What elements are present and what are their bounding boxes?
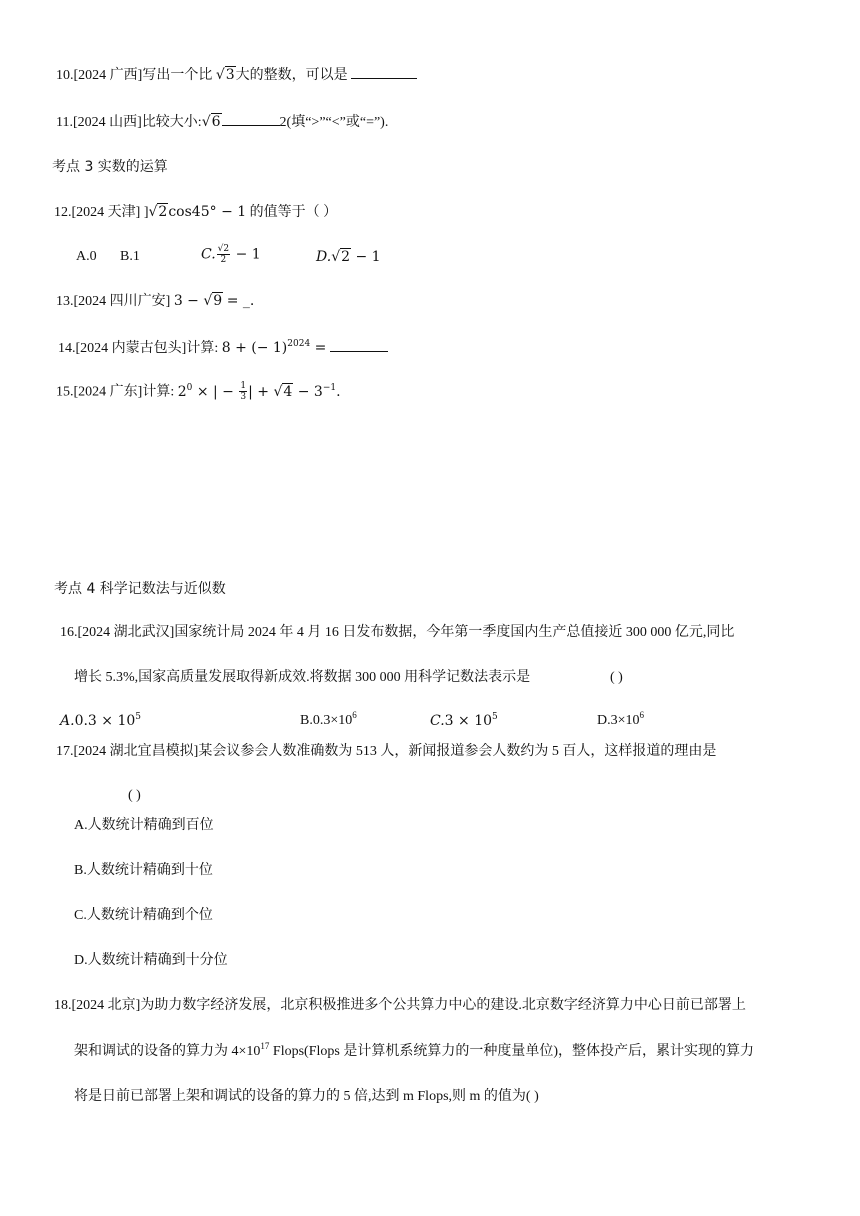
q15-number: 15. [56,384,74,400]
answer-blank[interactable] [330,337,388,352]
question-18-line-2: 架和调试的设备的算力为 $4\times 10^{17}$ Flops(Flops 是计算机系统算力的一种度量单位)，整体投产后，累计实现的算力 [74,1041,754,1059]
q16-option-b: $B.0.3\times 10^6$ [300,710,357,728]
section-heading-4: 考点 4 科学记数法与近似数 [54,581,226,597]
q12-expr-a: ] [143,205,149,220]
q16-option-a: $A.0.3 \times 10^5$ [60,712,142,729]
q14-text: 计算: [186,341,222,356]
question-12 [54,202,337,223]
question-16-line-1: 16.[2024 湖北武汉]国家统计局 2024 年 4 月 16 日发布数据，今年第一季度国内生产总值接近 300 000 亿元,同比 [60,625,735,640]
q10-source: [2024 广西] [73,68,143,83]
q17-option-c: C.人数统计精确到个位 [74,908,213,923]
q10-text-a: 写出一个比 [142,68,216,83]
answer-blank[interactable] [351,64,417,79]
q17-option-d: D.人数统计精确到十分位 [74,953,228,968]
q12-option-d: D.√2 − 1 [316,249,381,265]
q12-number: 12. [54,205,72,220]
q16-answer-parens: ( ) [610,670,623,685]
q11-text-a: 比较大小: [141,115,202,130]
q13-expr-b: = _. [226,293,255,309]
q15-text: 计算: [142,384,178,400]
sqrt-6: √6 [201,114,221,130]
question-16-line-2: 增长 5.3%,国家高质量发展取得新成效.将数据 300 000 用科学记数法表示是 [74,670,531,685]
q12-text: 的值等于（ ） [249,205,338,220]
q14-expr: 8 + (− 1)$^{2024}$ = [221,339,327,356]
question-11 [56,111,388,133]
q12-source: [2024 天津] [71,205,141,220]
q14-number: 14. [58,341,76,356]
q13-number: 13. [56,294,74,309]
q11-text-b: 2(填“>”“<”或“=”). [279,115,389,130]
q12-expr-b: cos45° − 1 [168,204,247,220]
q16-option-d: $D.3\times 10^6$ [597,710,645,728]
sqrt-9: √9 [203,293,223,309]
q17-answer-parens: ( ) [128,788,141,803]
question-10 [56,64,417,86]
q17-option-a: A.人数统计精确到百位 [74,818,214,833]
q13-expr-a: 3 − [173,293,204,309]
answer-blank[interactable] [222,111,280,126]
q14-source: [2024 内蒙古包头] [75,341,187,356]
question-17-line-1: 17.[2024 湖北宜昌模拟]某会议参会人数准确数为 513 人，新闻报道参会人数约为 5 百人，这样报道的理由是 [56,744,717,759]
q10-number: 10. [56,68,74,83]
q12-option-a: A.0 [76,249,97,264]
section-heading-3: 考点 3 实数的运算 [52,159,168,175]
question-18-line-3: 将是日前已部署上架和调试的设备的算力的 5 倍,达到 m Flops,则 m 的值为( ) [74,1089,539,1104]
question-13 [56,291,254,312]
q15-source: [2024 广东] [73,384,143,400]
question-14 [58,337,388,359]
q12-option-b: B.1 [120,249,140,264]
question-18-line-1: 18.[2024 北京]为助力数字经济发展，北京积极推进多个公共算力中心的建设.北京数字经济算力中心日前已部署上 [54,998,746,1013]
q17-option-b: B.人数统计精确到十位 [74,863,213,878]
q11-number: 11. [56,115,73,130]
q15-expr: $2^0$ × | − $\frac{1}{3}$ | + $√4 - 3^{-1}$. [177,381,341,402]
sqrt-3: √3 [215,67,235,83]
q13-source: [2024 四川广安] [73,294,171,309]
q10-text-b: 大的整数，可以是 [235,68,348,83]
question-15 [56,381,341,403]
q11-source: [2024 山西] [72,115,142,130]
sqrt-2: √2 [148,204,168,220]
q12-option-c: C. $\frac{√2}{2}$ − 1 [201,244,261,265]
fraction: $\frac{√2}{2}$ [217,244,230,265]
q16-option-c: $C.3 \times 10^5$ [430,712,498,729]
